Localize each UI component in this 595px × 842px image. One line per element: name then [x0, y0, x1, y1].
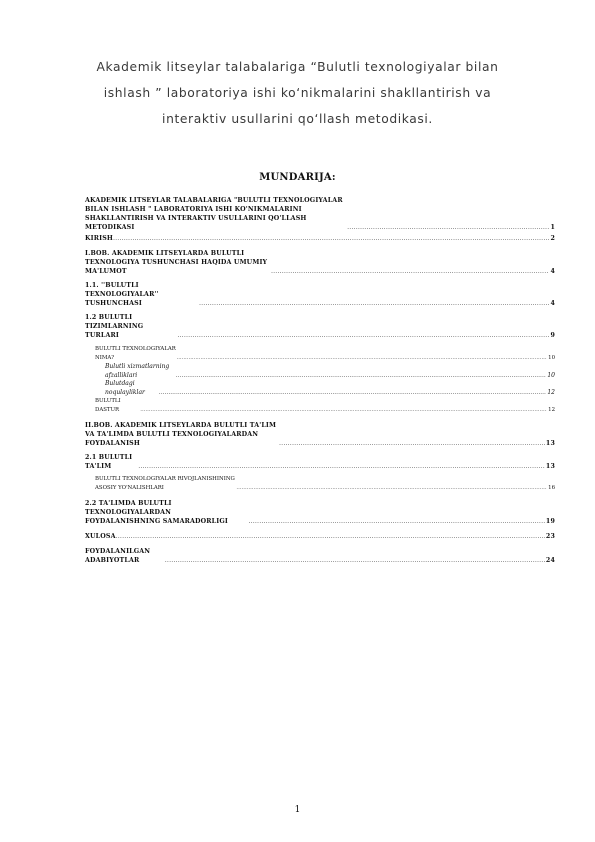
toc-entry[interactable]	[85, 547, 555, 565]
toc-entry-page: 4	[550, 268, 555, 275]
toc-dot-leader	[176, 372, 547, 381]
toc-dot-leader	[138, 462, 545, 471]
toc-entry-title: I.BOB. AKADEMIK LITSEYLARDA BULUTLI TEXNOLOGIYA TUSHUNCHASI HAQIDA UMUMIY MA'LUMOT	[85, 250, 268, 275]
toc-dot-leader	[140, 406, 547, 415]
toc-entry-page: 10	[547, 371, 555, 379]
toc-entry-title: XULOSA	[85, 533, 116, 540]
toc-entry-page: 13	[545, 463, 555, 470]
toc-entry-title: BULUTLI TEXNOLOGIYALAR NIMA?	[95, 346, 176, 361]
toc-entry-title: 2.1 BULUTLI TA'LIM	[85, 454, 133, 470]
toc-dot-leader	[199, 299, 549, 308]
toc-entry-page: 19	[545, 518, 555, 525]
toc-dot-leader	[176, 354, 547, 363]
toc-entry-title: II.BOB. AKADEMIK LITSEYLARDA BULUTLI TA'LIM VA TA'LIMDA BULUTLI TEXNOLOGIYALARDAN FOYDALANISH	[85, 422, 277, 447]
toc-entry[interactable]	[85, 196, 555, 232]
toc-entry-title: 1.1. ''BULUTLI TEXNOLOGIYALAR'' TUSHUNCHASI	[85, 282, 159, 307]
toc-dot-leader	[279, 439, 545, 448]
document-title: Akademik litseylar talabalariga “Bulutli texnologiyalar bilan ishlash ” laboratoriya ishi ko‘nikmalarini shakllantirish va interaktiv usullarini qo‘llash metodikasi.	[96, 60, 499, 126]
toc-heading: MUNDARIJA:	[259, 172, 336, 183]
toc-entry[interactable]	[85, 532, 555, 541]
toc-entry-page: 24	[545, 557, 555, 564]
toc-entry-title: BULUTLI TEXNOLOGIYALAR RIVOJLANISHINING ASOSIY YO'NALISHLARI	[95, 476, 235, 491]
toc-dot-leader	[116, 532, 545, 541]
toc-entry-title: 2.2 TA'LIMDA BULUTLI TEXNOLOGIYALARDAN FOYDALANISHNING SAMARADORLIGI	[85, 500, 228, 525]
toc-dot-leader	[113, 234, 549, 243]
toc-entry-page: 4	[550, 300, 555, 307]
toc-entry-page: 12	[547, 388, 555, 396]
toc-entry-title: Bulutdagi noqulayliklar	[105, 380, 145, 396]
toc-dot-leader	[347, 223, 549, 232]
toc-entry-page: 16	[548, 485, 555, 491]
toc-entry-title: KIRISH	[85, 235, 113, 242]
toc-entry[interactable]	[85, 345, 555, 363]
table-of-contents	[85, 196, 555, 565]
toc-entry-page: 9	[550, 332, 555, 339]
toc-dot-leader	[236, 484, 547, 493]
toc-entry-page: 10	[548, 355, 555, 361]
toc-dot-leader	[159, 389, 547, 398]
toc-entry[interactable]	[85, 499, 555, 526]
toc-entry[interactable]	[85, 313, 555, 340]
toc-entry-page: 13	[545, 440, 555, 447]
toc-entry-page: 2	[550, 235, 555, 242]
toc-entry[interactable]	[85, 421, 555, 448]
toc-entry-title: FOYDALANILGAN ADABIYOTLAR	[85, 548, 151, 564]
page-number: 1	[294, 805, 301, 815]
toc-entry[interactable]	[85, 363, 555, 380]
toc-entry-page: 23	[545, 533, 555, 540]
toc-dot-leader	[271, 267, 550, 276]
toc-entry-title: BULUTLI DASTUR	[95, 398, 121, 413]
toc-entry[interactable]	[85, 281, 555, 308]
toc-entry[interactable]	[85, 380, 555, 397]
toc-entry-page: 1	[550, 224, 555, 231]
toc-dot-leader	[177, 331, 549, 340]
toc-entry-title: 1.2 BULUTLI TIZIMLARNING TURLARI	[85, 314, 144, 339]
toc-entry[interactable]	[85, 234, 555, 243]
toc-dot-leader	[165, 556, 545, 565]
toc-entry[interactable]	[85, 397, 555, 415]
toc-entry[interactable]	[85, 453, 555, 471]
toc-entry[interactable]	[85, 249, 555, 276]
toc-entry-page: 12	[548, 407, 555, 413]
toc-entry[interactable]	[85, 475, 555, 493]
toc-dot-leader	[248, 517, 544, 526]
toc-entry-title: Bulutli xizmatlarning afzalliklari	[105, 363, 170, 379]
toc-entry-title: AKADEMIK LITSEYLAR TALABALARIGA "BULUTLI TEXNOLOGIYALAR BILAN ISHLASH " LABORATORIYA ISHI KO'NIKMALARINI SHAKLLANTIRISH VA INTERAKTIV USULLARINI QO'LLASH METODIKASI	[85, 197, 343, 231]
